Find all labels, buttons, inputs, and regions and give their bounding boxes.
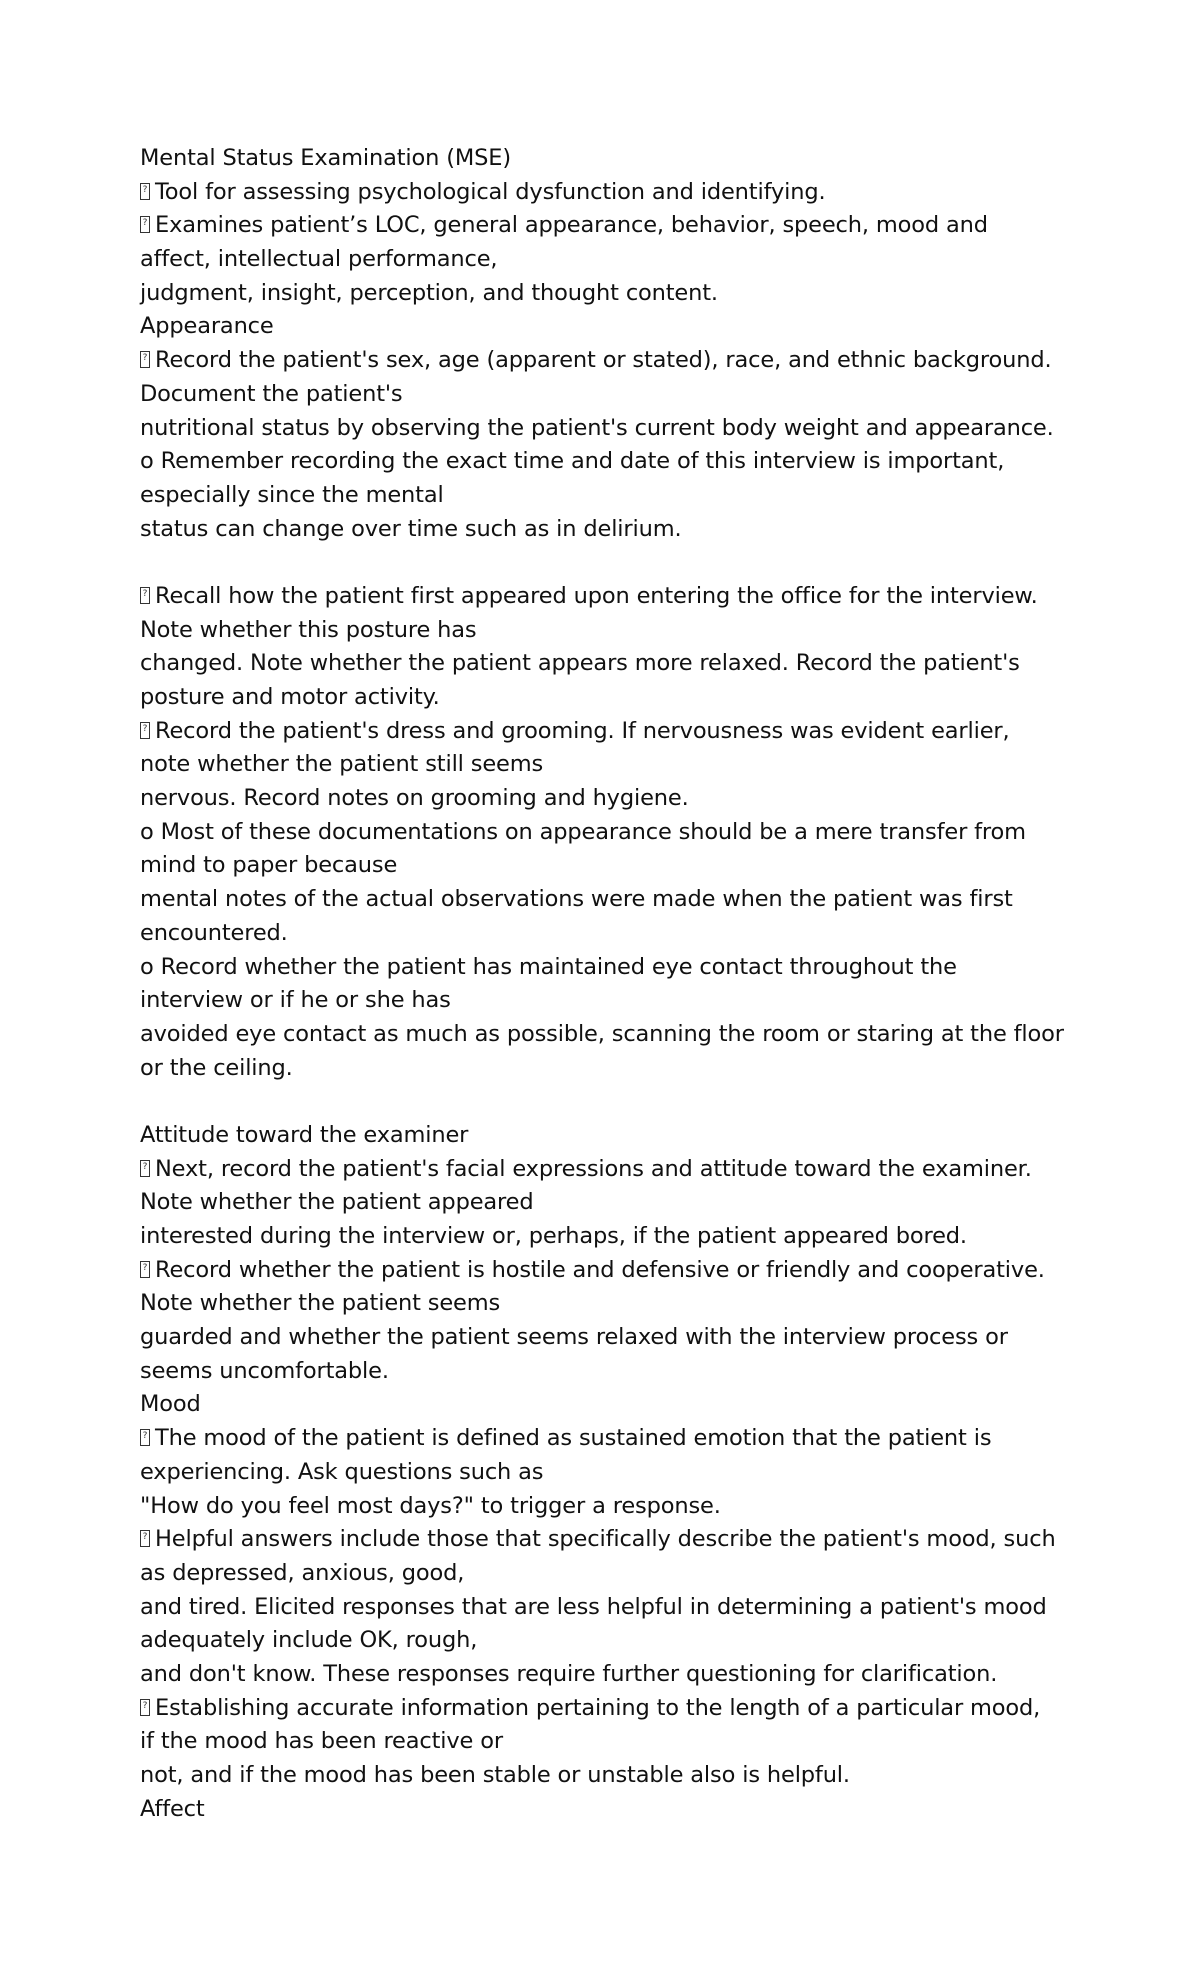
line-text: especially since the mental (140, 481, 444, 508)
text-line (140, 277, 1090, 311)
text-line (140, 782, 1090, 816)
blank-line (140, 546, 1090, 580)
bullet-line (140, 344, 1090, 378)
text-line (140, 378, 1090, 412)
line-text: o Remember recording the exact time and date of this interview is important, (140, 448, 1005, 475)
line-text: o Most of these documentations on appearance should be a mere transfer from (140, 818, 1026, 845)
text-line (140, 681, 1090, 715)
line-text: Tool for assessing psychological dysfunction and identifying. (155, 178, 826, 205)
line-text: Note whether this posture has (140, 616, 477, 643)
line-text: Examines patient’s LOC, general appearance, behavior, speech, mood and (155, 212, 988, 239)
line-text: Mental Status Examination (MSE) (140, 145, 511, 171)
line-text: nutritional status by observing the patient's current body weight and appearance. (140, 414, 1054, 441)
text-line (140, 310, 1090, 344)
text-line (140, 748, 1090, 782)
line-text: mental notes of the actual observations were made when the patient was first (140, 886, 1013, 913)
line-text: interview or if he or she has (140, 987, 451, 1014)
line-text: Next, record the patient's facial expressions and attitude toward the examiner. (155, 1155, 1032, 1182)
bullet-line (140, 209, 1090, 243)
missing-glyph-bullet-icon (140, 1530, 150, 1547)
line-text: Note whether the patient appeared (140, 1189, 534, 1216)
text-line (140, 1490, 1090, 1524)
text-line (140, 445, 1090, 479)
text-line (140, 243, 1090, 277)
line-text: encountered. (140, 919, 288, 946)
text-line (140, 984, 1090, 1018)
line-text: status can change over time such as in delirium. (140, 515, 682, 542)
bullet-line (140, 715, 1090, 749)
text-line (140, 1624, 1090, 1658)
text-line (140, 849, 1090, 883)
line-text: Attitude toward the examiner (140, 1121, 469, 1148)
line-text: o Record whether the patient has maintained eye contact throughout the (140, 953, 957, 980)
text-line (140, 1220, 1090, 1254)
text-line (140, 1018, 1090, 1052)
missing-glyph-bullet-icon (140, 183, 150, 200)
text-line (140, 1759, 1090, 1793)
line-text: seems uncomfortable. (140, 1357, 389, 1384)
line-text: interested during the interview or, perhaps, if the patient appeared bored. (140, 1223, 967, 1249)
bullet-line (140, 1692, 1090, 1726)
text-line (140, 142, 1090, 176)
line-text: note whether the patient still seems (140, 751, 544, 778)
line-text: Mood (140, 1391, 201, 1418)
missing-glyph-bullet-icon (140, 351, 150, 368)
line-text: guarded and whether the patient seems relaxed with the interview process or (140, 1324, 1008, 1351)
line-text: changed. Note whether the patient appears more relaxed. Record the patient's (140, 650, 1020, 677)
line-text: if the mood has been reactive or (140, 1728, 503, 1755)
line-text: experiencing. Ask questions such as (140, 1458, 544, 1485)
line-text: Affect (140, 1795, 205, 1822)
line-text: avoided eye contact as much as possible, scanning the room or staring at the floor (140, 1020, 1064, 1047)
text-line (140, 1052, 1090, 1086)
missing-glyph-bullet-icon (140, 1261, 150, 1278)
line-text: Note whether the patient seems (140, 1290, 501, 1317)
line-text: posture and motor activity. (140, 684, 440, 710)
text-line (140, 1287, 1090, 1321)
line-text: as depressed, anxious, good, (140, 1559, 465, 1586)
bullet-line (140, 1153, 1090, 1187)
line-text: affect, intellectual performance, (140, 246, 498, 273)
text-line (140, 1119, 1090, 1153)
text-line (140, 614, 1090, 648)
text-line (140, 1186, 1090, 1220)
missing-glyph-bullet-icon (140, 587, 150, 604)
text-line (140, 1658, 1090, 1692)
text-line (140, 917, 1090, 951)
text-line (140, 951, 1090, 985)
line-text: judgment, insight, perception, and thought content. (140, 279, 718, 306)
text-line (140, 1591, 1090, 1625)
line-text: adequately include OK, rough, (140, 1627, 478, 1654)
line-text: Recall how the patient first appeared upon entering the office for the interview. (155, 582, 1038, 609)
bullet-line (140, 580, 1090, 614)
text-line (140, 1557, 1090, 1591)
line-text: "How do you feel most days?" to trigger a response. (140, 1492, 721, 1519)
line-text: Appearance (140, 313, 274, 340)
line-text: Record whether the patient is hostile and defensive or friendly and cooperative. (155, 1256, 1045, 1283)
line-text: The mood of the patient is defined as sustained emotion that the patient is (155, 1425, 992, 1452)
line-text: Helpful answers include those that specifically describe the patient's mood, such (155, 1526, 1056, 1553)
line-text: Establishing accurate information pertaining to the length of a particular mood, (155, 1694, 1041, 1721)
line-text: Record the patient's sex, age (apparent or stated), race, and ethnic background. (155, 347, 1052, 374)
line-text: or the ceiling. (140, 1054, 293, 1081)
text-line (140, 1388, 1090, 1422)
line-text: and don't know. These responses require further questioning for clarification. (140, 1660, 998, 1687)
text-line (140, 816, 1090, 850)
blank-line (140, 1085, 1090, 1119)
text-line (140, 883, 1090, 917)
line-text: nervous. Record notes on grooming and hygiene. (140, 785, 689, 812)
text-line (140, 1793, 1090, 1827)
line-text: and tired. Elicited responses that are less helpful in determining a patient's mood (140, 1593, 1047, 1620)
bullet-line (140, 1422, 1090, 1456)
line-text: Record the patient's dress and grooming. If nervousness was evident earlier, (155, 717, 1010, 744)
text-line (140, 1456, 1090, 1490)
document-page (140, 142, 1090, 1826)
text-line (140, 513, 1090, 547)
line-text: mind to paper because (140, 852, 398, 879)
missing-glyph-bullet-icon (140, 1699, 150, 1716)
text-line (140, 1355, 1090, 1389)
missing-glyph-bullet-icon (140, 216, 150, 233)
text-line (140, 647, 1090, 681)
line-text: Document the patient's (140, 380, 403, 407)
bullet-line (140, 1523, 1090, 1557)
missing-glyph-bullet-icon (140, 722, 150, 739)
missing-glyph-bullet-icon (140, 1429, 150, 1446)
missing-glyph-bullet-icon (140, 1160, 150, 1177)
text-line (140, 1725, 1090, 1759)
text-line (140, 479, 1090, 513)
bullet-line (140, 1254, 1090, 1288)
bullet-line (140, 176, 1090, 210)
text-line (140, 412, 1090, 446)
line-text: not, and if the mood has been stable or unstable also is helpful. (140, 1762, 850, 1788)
text-line (140, 1321, 1090, 1355)
